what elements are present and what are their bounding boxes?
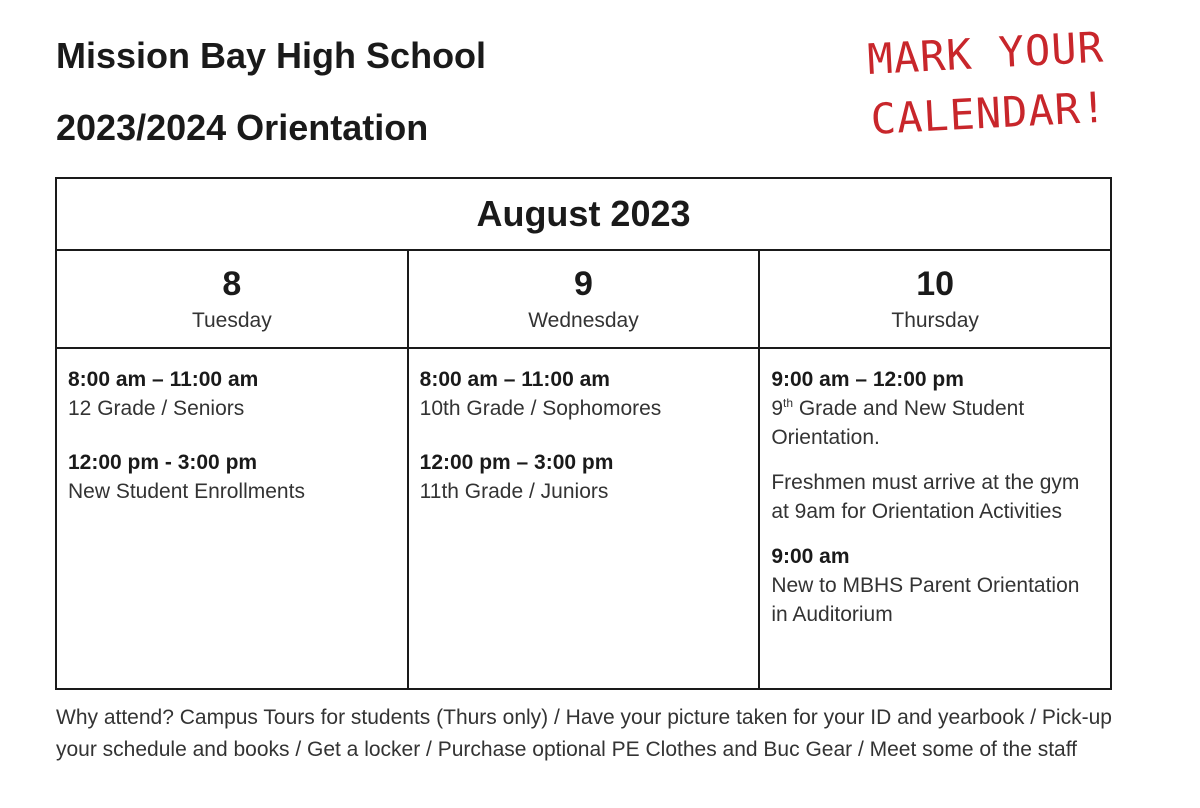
slot-time: 8:00 am – 11:00 am bbox=[419, 368, 610, 391]
schedule-slot bbox=[420, 448, 749, 506]
slot-description-rest: Grade and New Student Orientation. bbox=[771, 397, 1025, 449]
orientation-calendar bbox=[55, 177, 1112, 690]
schedule-slot bbox=[68, 448, 397, 506]
slot-description: New to MBHS Parent Orientation in Auditorium bbox=[771, 574, 1080, 626]
slot-time: 9:00 am – 12:00 pm bbox=[771, 368, 964, 391]
schedule-slot bbox=[420, 365, 749, 423]
day-number: 8 bbox=[222, 265, 242, 303]
freshmen-note: Freshmen must arrive at the gym at 9am for Orientation Activities bbox=[771, 471, 1080, 523]
day-header-tuesday bbox=[56, 250, 408, 348]
schedule-slot bbox=[68, 365, 397, 423]
mark-your-calendar-note: MARK YOUR CALENDAR! bbox=[866, 22, 1109, 144]
day-name: Wednesday bbox=[528, 309, 639, 332]
event-title: 2023/2024 Orientation bbox=[56, 107, 429, 148]
slot-description: 10th Grade / Sophomores bbox=[419, 397, 662, 420]
slot-time: 12:00 pm – 3:00 pm bbox=[419, 451, 614, 474]
slot-time: 9:00 am bbox=[771, 545, 850, 568]
day-number: 9 bbox=[574, 265, 593, 303]
slot-description: 12 Grade / Seniors bbox=[68, 397, 245, 420]
schedule-slot bbox=[771, 365, 1100, 452]
slot-description: New Student Enrollments bbox=[68, 480, 305, 503]
slot-description: 11th Grade / Juniors bbox=[419, 480, 609, 503]
school-name: Mission Bay High School bbox=[56, 35, 487, 76]
calendar-month: August 2023 bbox=[56, 178, 1111, 250]
day-name: Tuesday bbox=[191, 309, 272, 332]
slot-time: 12:00 pm - 3:00 pm bbox=[68, 451, 258, 474]
schedule-slot bbox=[771, 542, 1100, 629]
why-attend-text: Why attend? Campus Tours for students (Thurs only) / Have your picture taken for your ID and yearbook / Pick-up your schedule and books / Get a locker / Purchase optional PE Clothes and Buc Gear / Meet some of the staff bbox=[56, 706, 1112, 761]
day-header-thursday bbox=[759, 250, 1111, 348]
day-cell-wednesday bbox=[408, 348, 760, 689]
grade-number: 9 bbox=[771, 397, 783, 420]
slot-description bbox=[771, 397, 1024, 449]
day-name: Thursday bbox=[891, 309, 979, 332]
day-header-wednesday bbox=[408, 250, 760, 348]
day-cell-thursday bbox=[759, 348, 1111, 689]
slot-time: 8:00 am – 11:00 am bbox=[68, 368, 259, 391]
ordinal-suffix: th bbox=[783, 396, 794, 410]
day-number: 10 bbox=[916, 265, 955, 303]
day-cell-tuesday bbox=[56, 348, 408, 689]
